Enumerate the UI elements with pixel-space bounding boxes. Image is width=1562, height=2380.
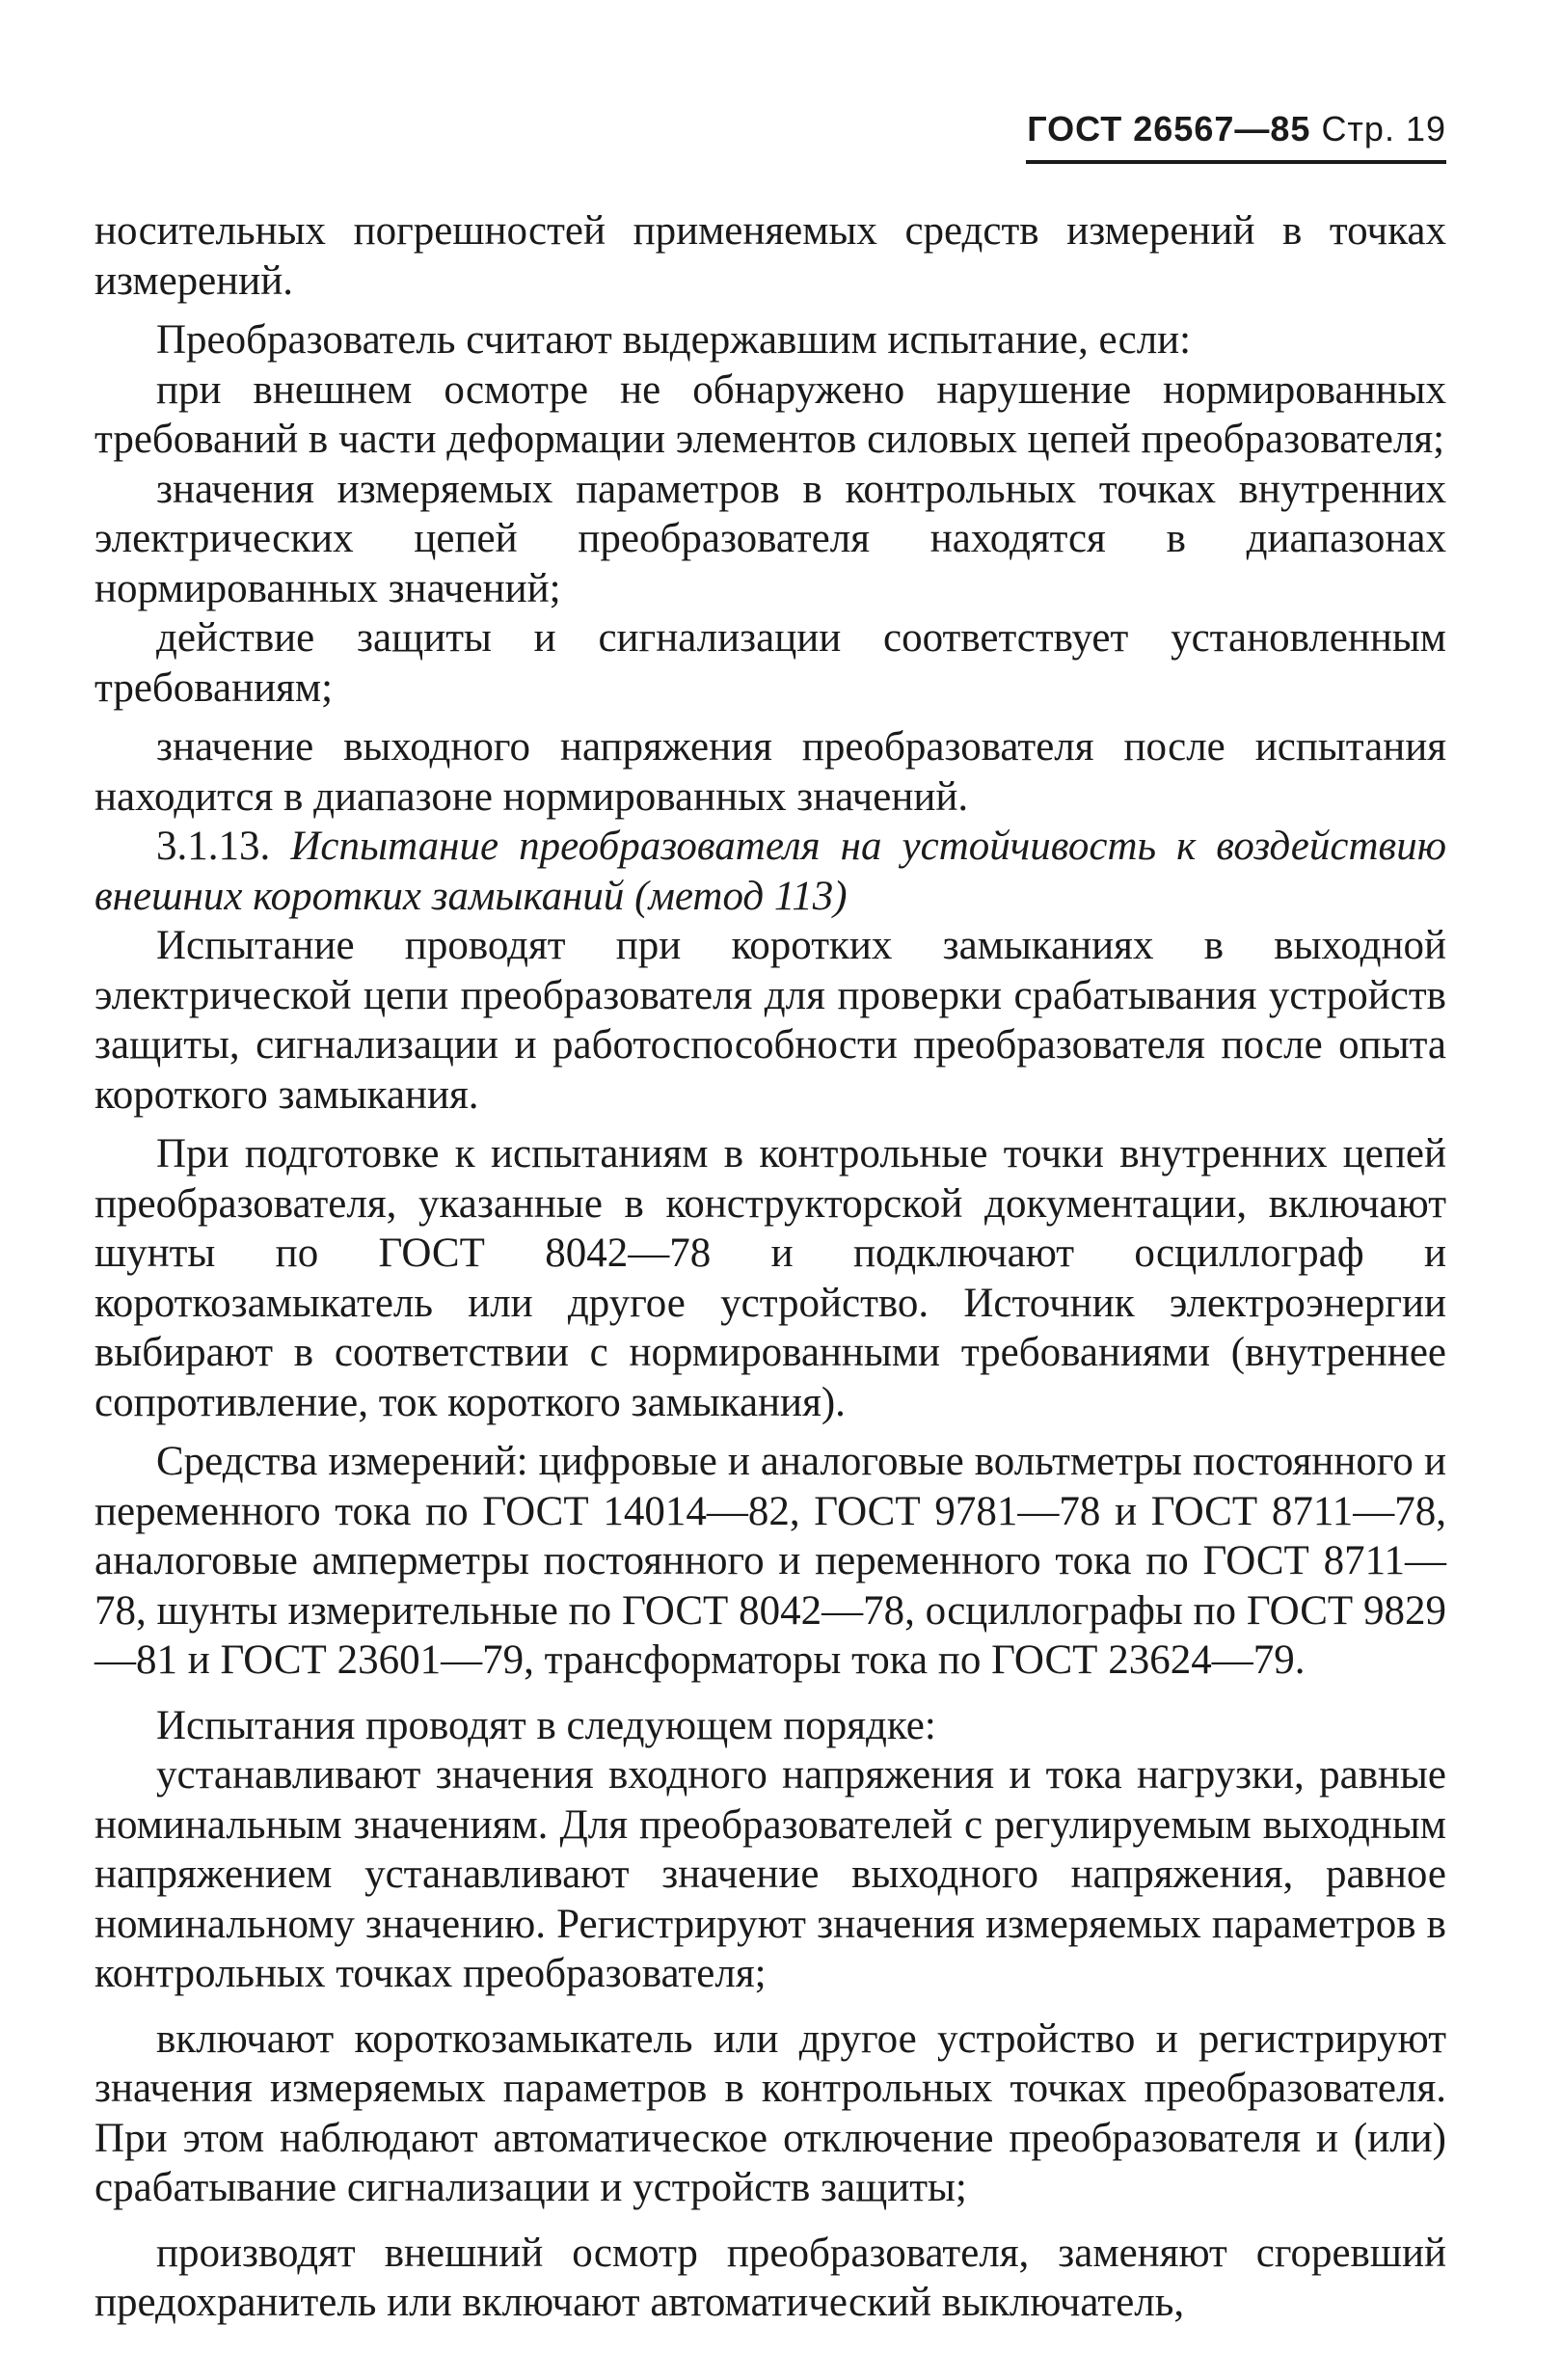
page-number: Стр. 19 [1321,109,1446,149]
page-header [94,106,1446,152]
section-title: Испытание преобразователя на устойчивость к воздействию внешних коротких замыканий (метод 113) [94,824,1447,919]
paragraph: включают короткозамыкатель или другое устройство и регистрируют значения измеряемых параметров в контрольных точках преобразователя. При этом наблюдают автоматическое отключение преобразователя и (или) срабатывание сигнализации и устройств защиты; [94,2015,1446,2210]
header-rule [1026,160,1446,164]
paragraph-continuation: носительных погрешностей применяемых средств измерений в точках измерений. [94,208,1446,304]
section-heading [94,822,1446,921]
paragraph: производят внешний осмотр преобразователя, заменяют сгоревший предохранитель или включают автоматический выключатель, [94,2230,1446,2325]
paragraph: Испытание проводят при коротких замыканиях в выходной электрической цепи преобразователя для проверки срабатывания устройств защиты, сигнализации и работоспособности преобразователя после опыта короткого замыкания. [94,923,1446,1118]
paragraph: Испытания проводят в следующем порядке: [156,1702,936,1748]
standard-number: ГОСТ 26567—85 [1027,109,1311,149]
paragraph: действие защиты и сигнализации соответствует установленным требованиям; [94,615,1446,711]
paragraph: При подготовке к испытаниям в контрольные точки внутренних цепей преобразователя, указанные в конструкторской документации, включают шунты по ГОСТ 8042—78 и подключают осциллограф и короткозамыкатель или другое устройство. Источник электроэнергии выбирают в соответствии с нормированными требованиями (внутреннее сопротивление, ток короткого замыкания). [94,1131,1446,1425]
paragraph: при внешнем осмотре не обнаружено нарушение нормированных требований в части деформации элементов силовых цепей преобразователя; [94,366,1446,462]
paragraph: значения измеряемых параметров в контрольных точках внутренних электрических цепей преобразователя находятся в диапазонах нормированных значений; [94,466,1446,611]
paragraph: устанавливают значения входного напряжения и тока нагрузки, равные номинальным значениям. Для преобразователей с регулируемым выходным напряжением устанавливают значение выходного напряжения, равное номинальному значению. Регистрируют значения измеряемых параметров в контрольных точках преобразователя; [94,1752,1446,1996]
section-number: 3.1.13. [156,824,271,869]
paragraph: Средства измерений: цифровые и аналоговые вольтметры постоянного и переменного тока по ГОСТ 14014—82, ГОСТ 9781—78 и ГОСТ 8711—78, аналоговые амперметры постоянного и переменного тока по ГОСТ 8711—78, шунты измерительные по ГОСТ 8042—78, осциллографы по ГОСТ 9829—81 и ГОСТ 23601—79, трансформаторы тока по ГОСТ 23624—79. [94,1439,1446,1683]
document-page [94,106,1447,2325]
paragraph: Преобразователь считают выдержавшим испытание, если: [156,317,1192,363]
document-body [94,206,1446,2328]
paragraph: значение выходного напряжения преобразователя после испытания находится в диапазоне нормированных значений. [94,724,1446,820]
